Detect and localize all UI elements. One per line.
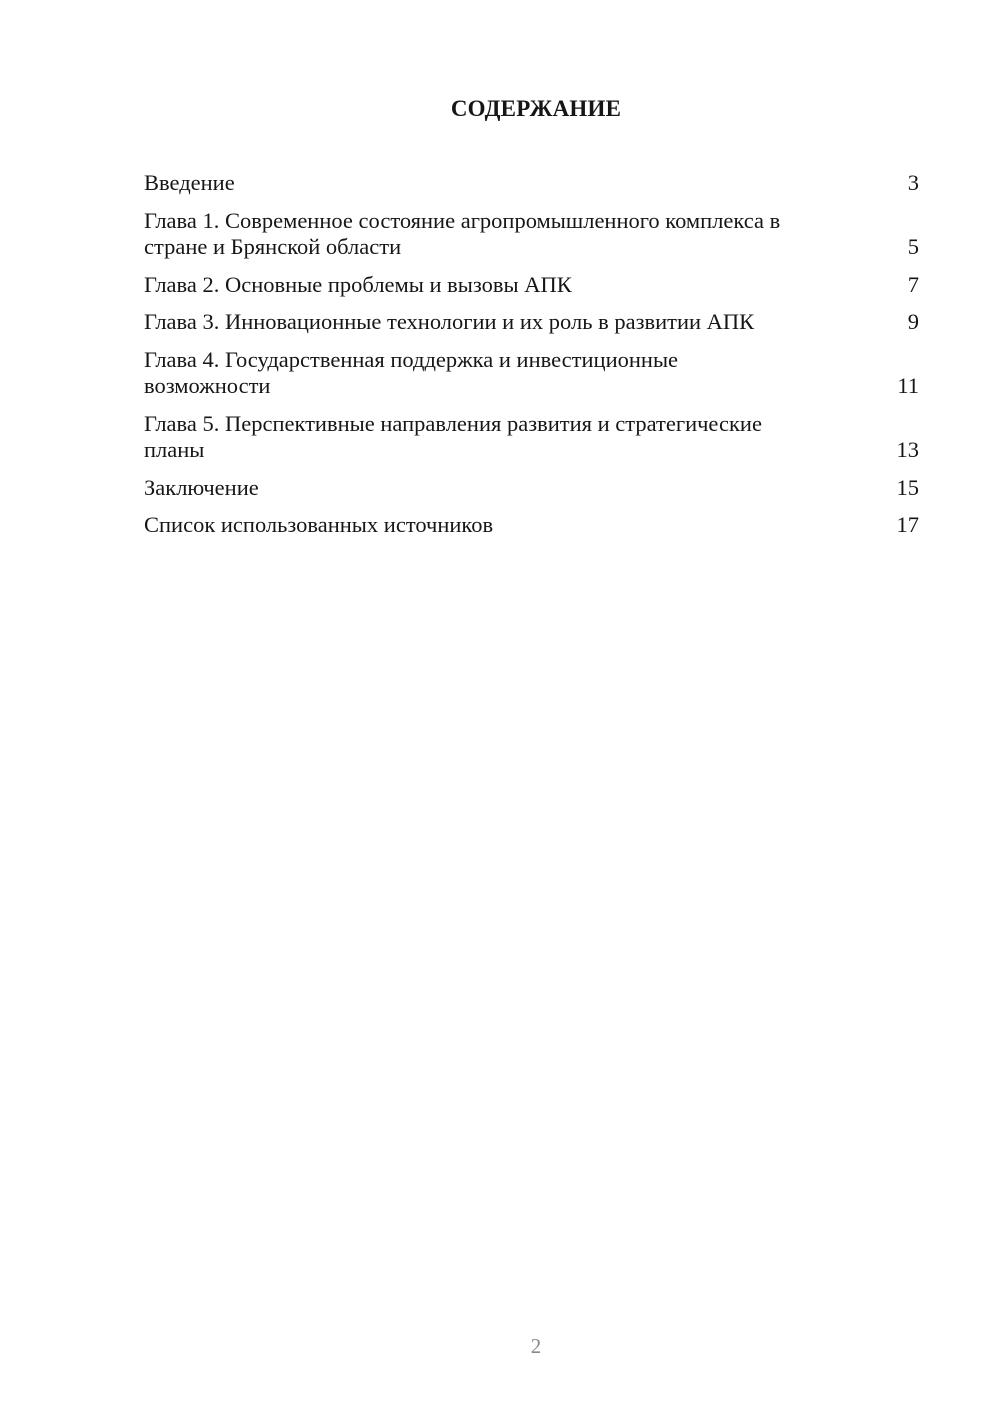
table-of-contents [144,170,919,550]
toc-entry-page: 9 [907,309,919,334]
toc-entry-page: 3 [907,170,919,195]
toc-entry-chapter-3[interactable] [144,309,919,336]
toc-entry-page: 11 [897,373,919,398]
page-number: 2 [530,1334,542,1358]
toc-entry-text: Глава 5. Перспективные направления развития и стратегические планы [144,410,762,462]
toc-entry-page: 13 [896,437,919,462]
toc-entry-conclusion[interactable] [144,475,919,502]
toc-entry-text: Список использованных источников [144,512,494,537]
toc-entry-page: 15 [896,474,919,500]
toc-entry-text: Заключение [144,474,259,500]
toc-entry-chapter-4[interactable] [144,347,919,400]
toc-entry-text: Глава 1. Современное состояние агропромышленного комплекса в стране и Брянской области [144,207,781,259]
toc-entry-chapter-5[interactable] [144,411,919,464]
toc-entry-text: Глава 4. Государственная поддержка и инвестиционные возможности [144,346,679,398]
toc-entry-text: Глава 3. Инновационные технологии и их роль в развитии АПК [144,309,755,334]
toc-entry-page: 7 [907,271,919,297]
toc-entry-text: Введение [144,170,235,195]
toc-entry-introduction[interactable] [144,170,919,197]
toc-entry-text: Глава 2. Основные проблемы и вызовы АПК [144,271,572,297]
toc-entry-page: 5 [907,234,919,259]
toc-entry-chapter-2[interactable] [144,272,919,299]
page-title: СОДЕРЖАНИЕ [450,96,622,121]
toc-entry-chapter-1[interactable] [144,208,919,261]
toc-entry-references[interactable] [144,512,919,539]
toc-entry-page: 17 [896,512,919,537]
